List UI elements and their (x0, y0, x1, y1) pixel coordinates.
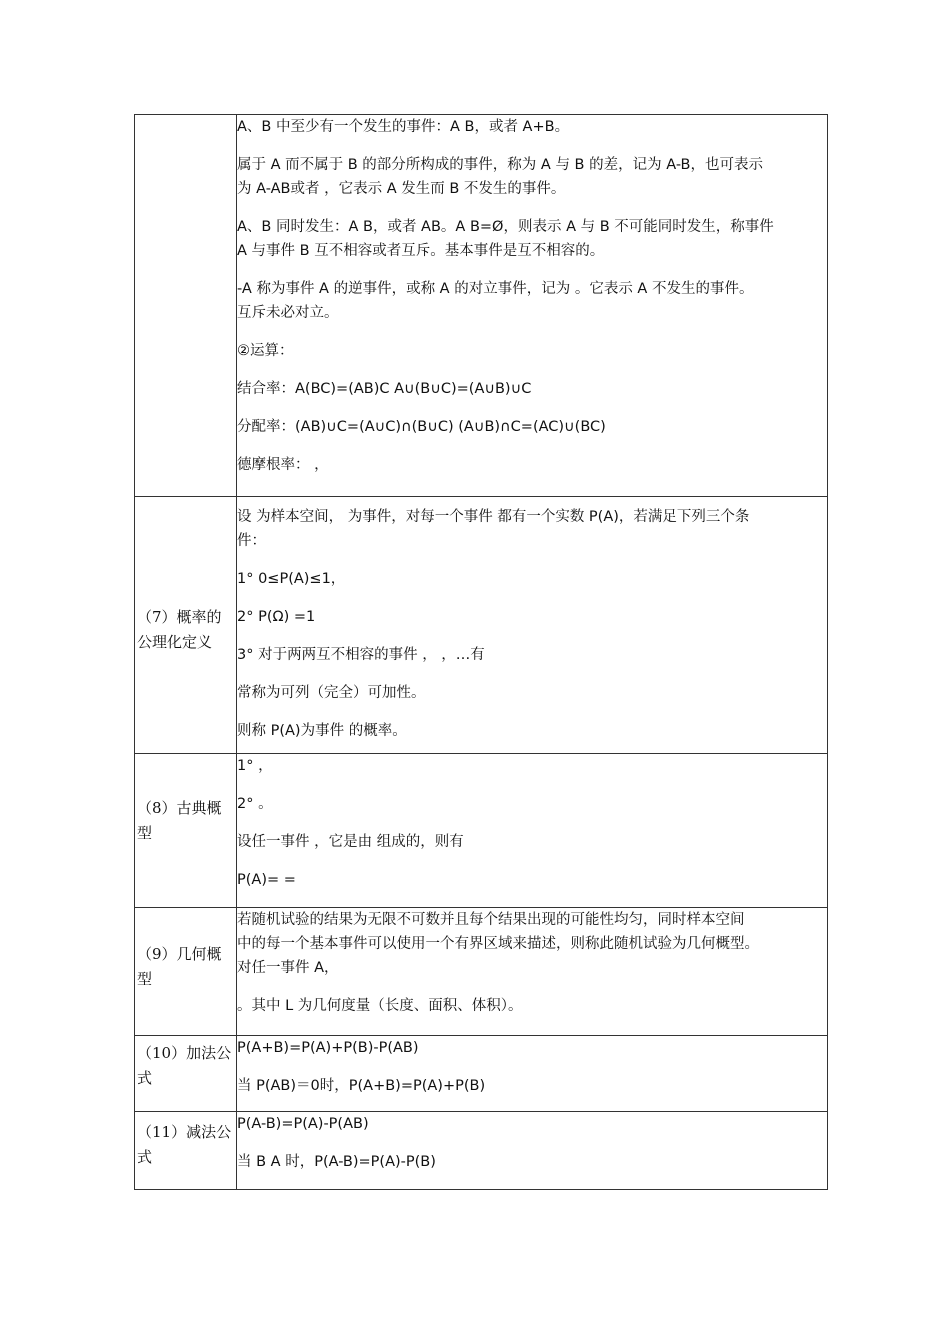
row-label (135, 1036, 237, 1112)
table-row-addition (135, 1036, 828, 1112)
text-line: 当 P(AB)＝0时，P(A+B)=P(A)+P(B) (237, 1078, 486, 1094)
row-content (237, 1112, 828, 1190)
table-row-events (135, 115, 828, 497)
text-line: 互斥未必对立。 (237, 305, 339, 321)
text-line: ②运算： (237, 343, 294, 359)
text-line: 属于 A 而不属于 B 的部分所构成的事件，称为 A 与 B 的差，记为 A-B，也可表示 (237, 157, 763, 173)
text-line: P(A-B)=P(A)-P(AB) (237, 1116, 369, 1132)
row-content (237, 754, 828, 908)
text-line: 设 为样本空间， 为事件，对每一个事件 都有一个实数 P(A)，若满足下列三个条 (237, 509, 750, 525)
row-label-text: （10）加法公式 (137, 1044, 232, 1087)
row-content (237, 497, 828, 754)
text-line: 则称 P(A)为事件 的概率。 (237, 723, 407, 739)
text-line: 3° 对于两两互不相容的事件 ， ，…有 (237, 647, 485, 663)
row-label-text: （9）几何概型 (137, 944, 222, 988)
text-line: 分配率：(AB)∪C=(A∪C)∩(B∪C) (A∪B)∩C=(AC)∪(BC) (237, 419, 606, 435)
row-content (237, 115, 828, 497)
row-label (135, 754, 237, 908)
text-line: 结合率：A(BC)=(AB)C A∪(B∪C)=(A∪B)∪C (237, 381, 532, 397)
text-line: 2° 。 (237, 796, 273, 812)
row-label-text: （11）减法公式 (137, 1123, 232, 1166)
row-label (135, 908, 237, 1036)
text-line: P(A+B)=P(A)+P(B)-P(AB) (237, 1040, 419, 1056)
text-line: A 与事件 B 互不相容或者互斥。基本事件是互不相容的。 (237, 243, 605, 259)
text-line: A、B 中至少有一个发生的事件：A B，或者 A+B。 (237, 119, 570, 135)
text-line: 常称为可列（完全）可加性。 (237, 685, 426, 701)
formula-table (134, 114, 828, 1190)
text-line: A、B 同时发生：A B，或者 AB。A B=Ø，则表示 A 与 B 不可能同时发生，称事件 (237, 219, 774, 235)
text-line: 件： (237, 533, 266, 549)
row-label-text: （8）古典概型 (137, 798, 222, 842)
table-row-subtraction (135, 1112, 828, 1190)
row-label (135, 115, 237, 497)
text-line: 为 A-AB或者 ，它表示 A 发生而 B 不发生的事件。 (237, 181, 566, 197)
row-content (237, 1036, 828, 1112)
row-label (135, 497, 237, 754)
text-line: -A 称为事件 A 的逆事件，或称 A 的对立事件，记为 。它表示 A 不发生的事件。 (237, 281, 754, 297)
text-line: 对任一事件 A， (237, 960, 339, 976)
text-line: 当 B A 时，P(A-B)=P(A)-P(B) (237, 1154, 436, 1170)
text-line: P(A)= = (237, 872, 296, 888)
text-line: 2° P(Ω) =1 (237, 609, 316, 625)
row-label-text: （7）概率的公理化定义 (137, 608, 222, 651)
table-row-classical (135, 754, 828, 908)
row-label (135, 1112, 237, 1190)
row-content (237, 908, 828, 1036)
table-row-geometric (135, 908, 828, 1036)
text-line: 若随机试验的结果为无限不可数并且每个结果出现的可能性均匀，同时样本空间 (237, 912, 745, 928)
text-line: 1° 0≤P(A)≤1， (237, 571, 346, 587)
text-line: 德摩根率： ， (237, 457, 329, 473)
text-line: 中的每一个基本事件可以使用一个有界区域来描述，则称此随机试验为几何概型。 (237, 936, 759, 952)
table-row-axiomatic (135, 497, 828, 754)
text-line: 设任一事件 ，它是由 组成的，则有 (237, 834, 464, 850)
text-line: 。其中 L 为几何度量（长度、面积、体积）。 (237, 998, 523, 1014)
text-line: 1° ， (237, 758, 273, 774)
